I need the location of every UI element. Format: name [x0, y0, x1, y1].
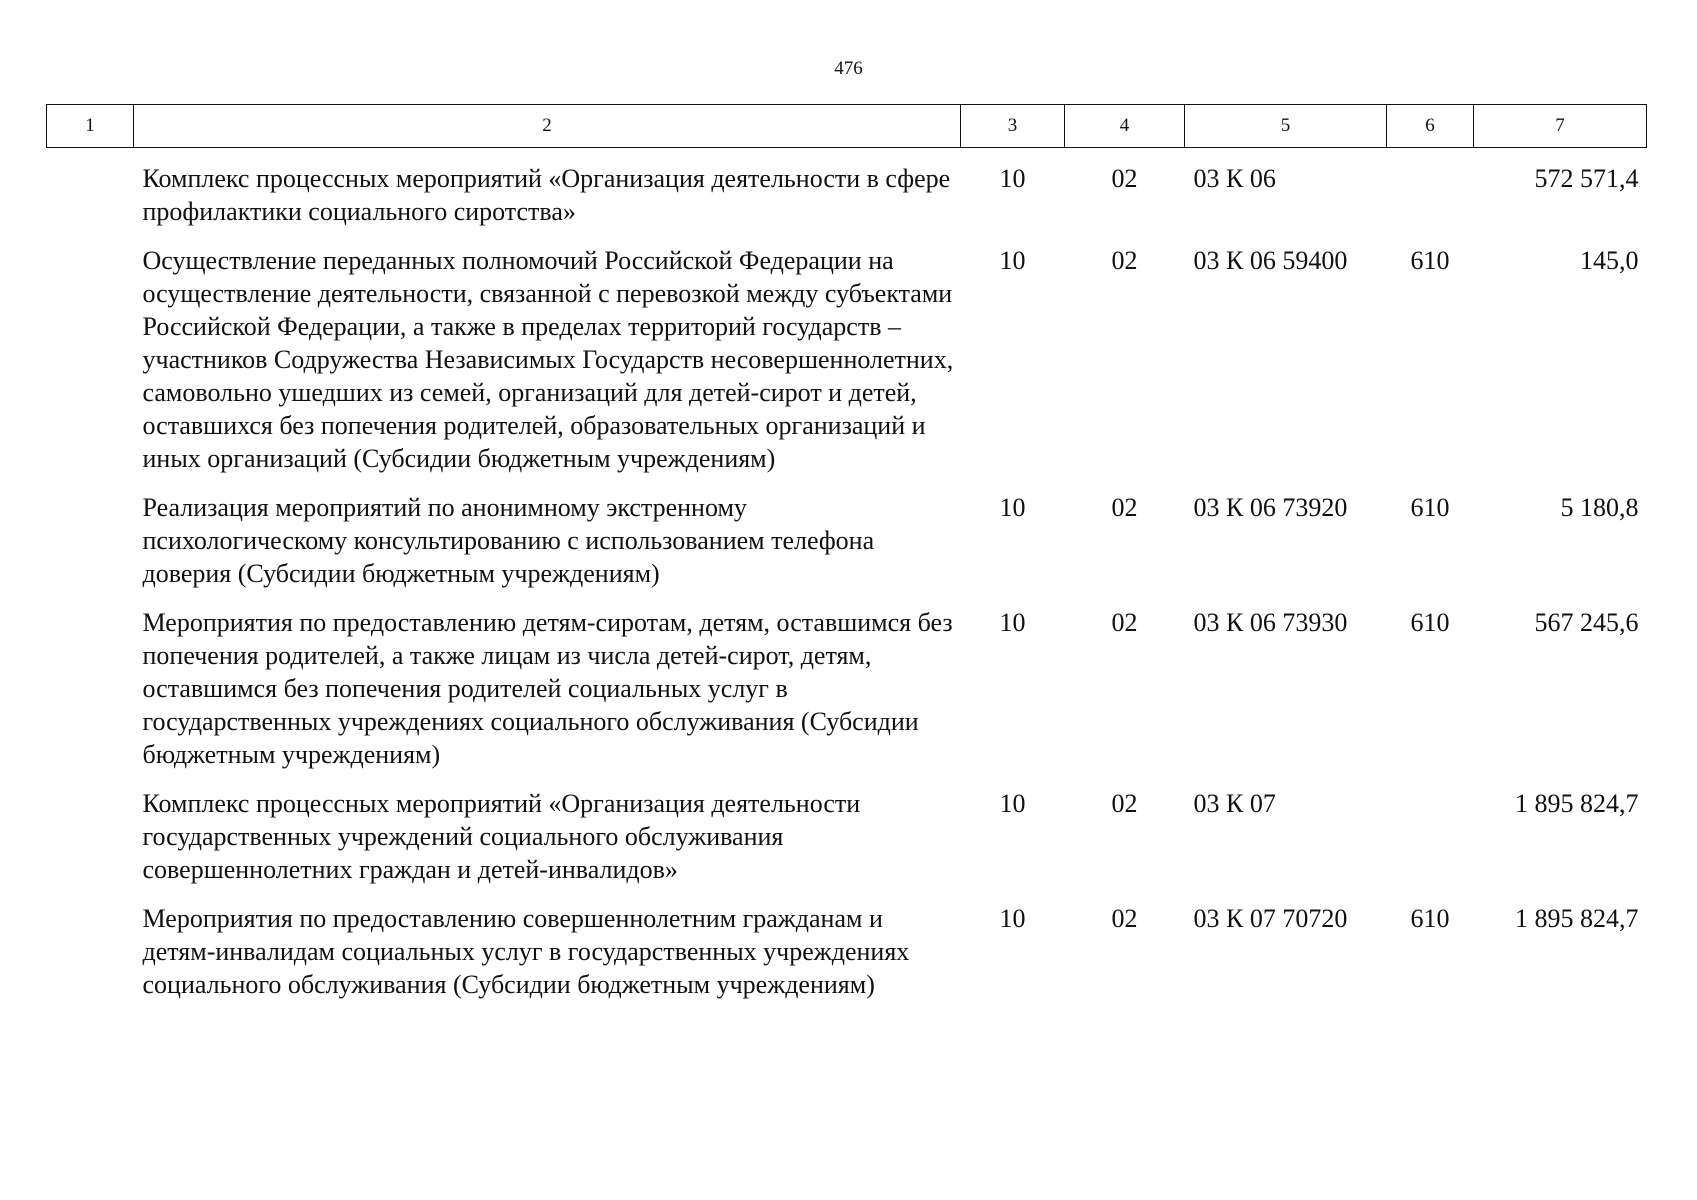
section-cell: 10: [999, 608, 1026, 637]
expense-type-cell: [1387, 787, 1474, 902]
target-code-cell: 03 К 06 73920: [1193, 493, 1348, 522]
section-cell: 10: [999, 904, 1026, 933]
target-code-cell: 03 К 06: [1193, 164, 1276, 193]
amount-cell: 5 180,8: [1560, 493, 1639, 522]
header-col-3: 3: [961, 105, 1065, 148]
target-code-cell: 03 К 07: [1193, 789, 1276, 818]
row-number-cell: [47, 491, 134, 606]
table-row: [47, 787, 1647, 902]
page-number: 476: [834, 58, 863, 79]
amount-cell: 145,0: [1580, 246, 1639, 275]
header-col-5: 5: [1185, 105, 1387, 148]
row-number-cell: [47, 606, 134, 787]
header-row: [47, 105, 1647, 148]
row-number-cell: [47, 902, 134, 1017]
section-cell: 10: [999, 789, 1026, 818]
section-cell: 10: [999, 246, 1026, 275]
description-cell: Мероприятия по предоставлению совершеннолетним гражданам и детям-инвалидам социальных услуг в государственных учреждениях социального обслуживания (Субсидии бюджетным учреждениям): [142, 904, 910, 999]
section-cell: 10: [999, 164, 1026, 193]
header-col-1: 1: [47, 105, 134, 148]
subsection-cell: 02: [1111, 246, 1138, 275]
target-code-cell: 03 К 06 73930: [1193, 608, 1348, 637]
table-row: [47, 902, 1647, 1017]
row-number-cell: [47, 244, 134, 491]
row-number-cell: [47, 148, 134, 245]
section-cell: 10: [999, 493, 1026, 522]
header-col-6: 6: [1387, 105, 1474, 148]
table-row: [47, 491, 1647, 606]
target-code-cell: 03 К 07 70720: [1193, 904, 1348, 933]
amount-cell: 567 245,6: [1534, 608, 1639, 637]
amount-cell: 1 895 824,7: [1515, 789, 1639, 818]
subsection-cell: 02: [1111, 608, 1138, 637]
description-cell: Комплекс процессных мероприятий «Организация деятельности в сфере профилактики социального сиротства»: [142, 164, 951, 226]
subsection-cell: 02: [1111, 904, 1138, 933]
table-row: [47, 244, 1647, 491]
description-cell: Комплекс процессных мероприятий «Организация деятельности государственных учреждений социального обслуживания совершеннолетних граждан и детей-инвалидов»: [142, 789, 861, 884]
budget-table: [46, 104, 1647, 1017]
amount-cell: 1 895 824,7: [1515, 904, 1639, 933]
expense-type-cell: 610: [1410, 493, 1450, 522]
amount-cell: 572 571,4: [1534, 164, 1639, 193]
expense-type-cell: 610: [1410, 246, 1450, 275]
subsection-cell: 02: [1111, 493, 1138, 522]
expense-type-cell: 610: [1410, 904, 1450, 933]
row-number-cell: [47, 787, 134, 902]
table-body: [47, 148, 1647, 1018]
subsection-cell: 02: [1111, 789, 1138, 818]
subsection-cell: 02: [1111, 164, 1138, 193]
description-cell: Мероприятия по предоставлению детям-сиротам, детям, оставшимся без попечения родителей, а также лицам из числа детей-сирот, детям, оставшимся без попечения родителей социальных услуг в государственных учреждениях социального обслуживания (Субсидии бюджетным учреждениям): [142, 608, 953, 769]
table-header: [47, 105, 1647, 148]
table-row: [47, 606, 1647, 787]
header-col-7: 7: [1474, 105, 1647, 148]
header-col-2: 2: [134, 105, 961, 148]
target-code-cell: 03 К 06 59400: [1193, 246, 1348, 275]
description-cell: Реализация мероприятий по анонимному экстренному психологическому консультированию с использованием телефона доверия (Субсидии бюджетным учреждениям): [142, 493, 875, 588]
header-col-4: 4: [1065, 105, 1185, 148]
description-cell: Осуществление переданных полномочий Российской Федерации на осуществление деятельности, связанной с перевозкой между субъектами Российской Федерации, а также в пределах территорий государств – участников Содружества Независимых Государств несовершеннолетних, самовольно ушедших из семей, организаций для детей-сирот и детей, оставшихся без попечения родителей, образовательных организаций и иных организаций (Субсидии бюджетным учреждениям): [142, 246, 954, 473]
expense-type-cell: 610: [1410, 608, 1450, 637]
expense-type-cell: [1387, 148, 1474, 245]
table-row: [47, 148, 1647, 245]
